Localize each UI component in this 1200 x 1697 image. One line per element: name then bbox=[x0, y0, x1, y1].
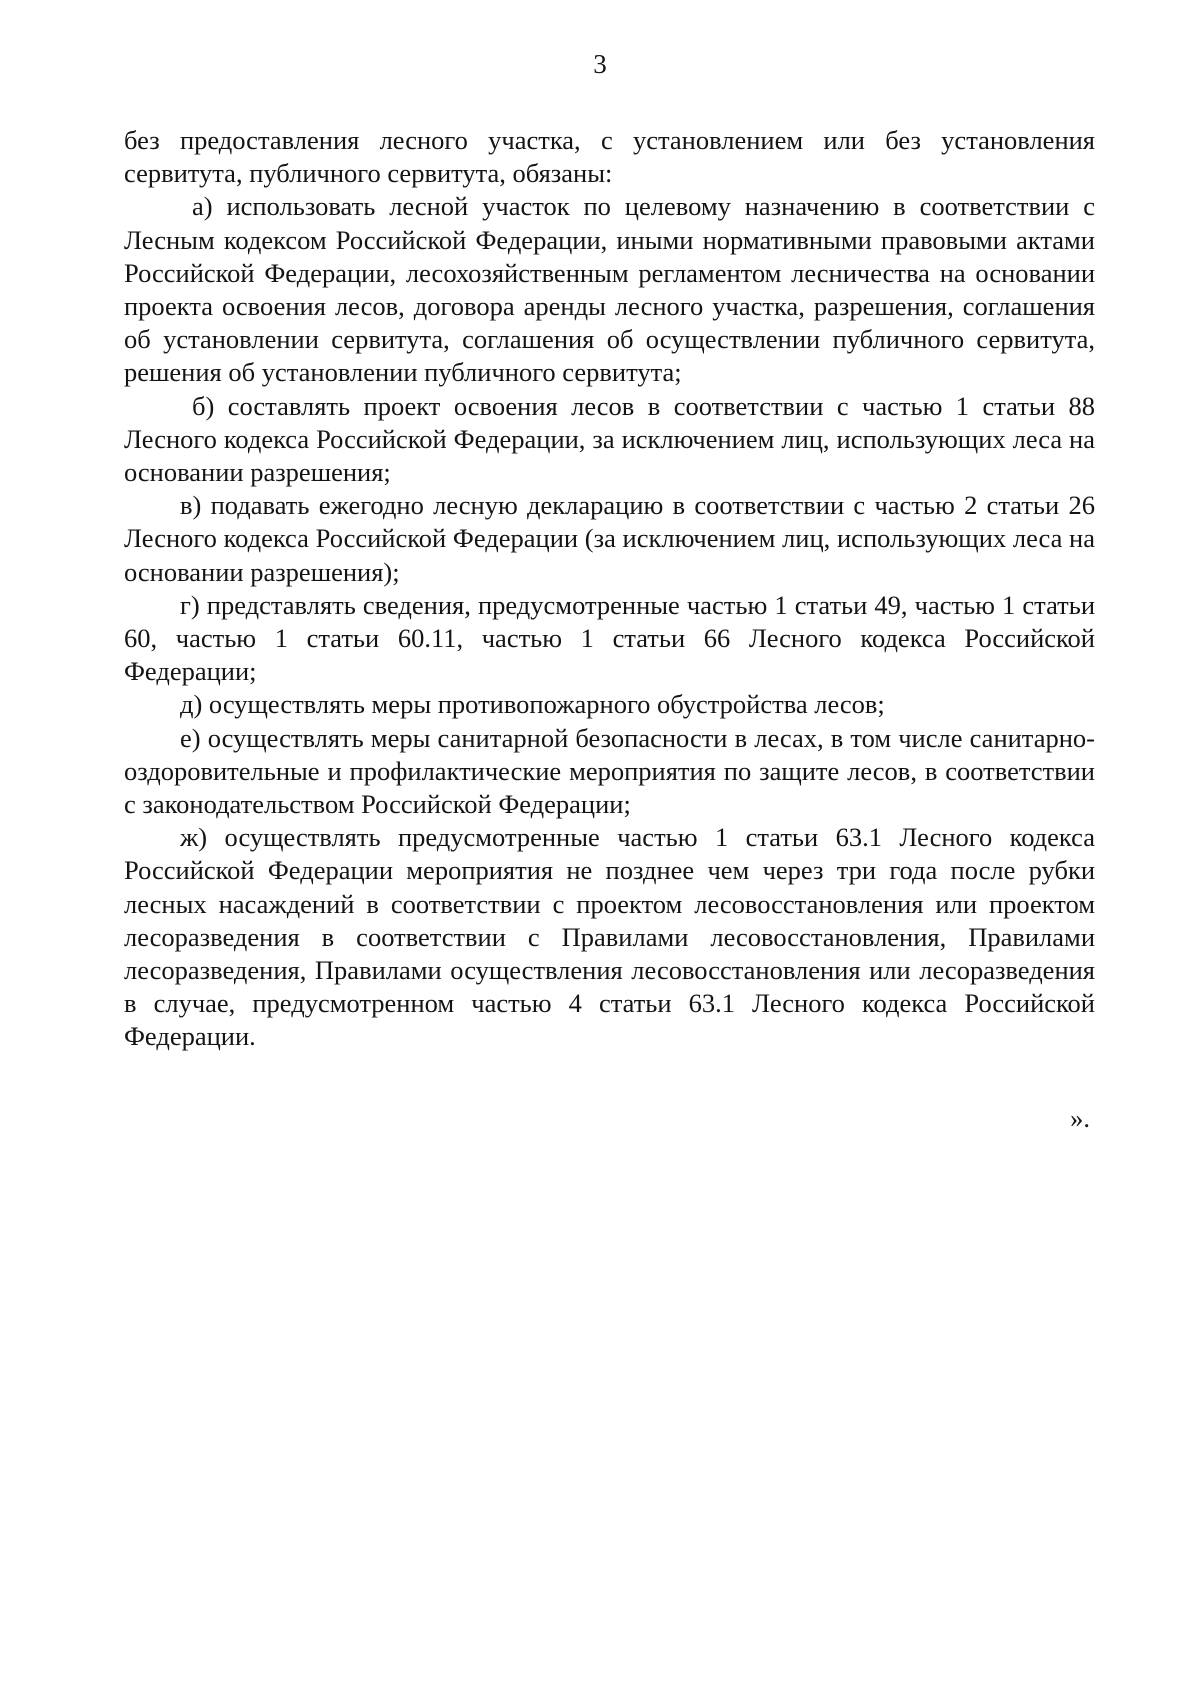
page-number: 3 bbox=[593, 49, 607, 79]
closing-quote: ». bbox=[1070, 1103, 1090, 1133]
document-body bbox=[124, 124, 1095, 1054]
paragraph-intro: без предоставления лесного участка, с установлением или без установления сервитута, публичного сервитута, обязаны: bbox=[124, 125, 1095, 189]
paragraph-item-v: в) подавать ежегодно лесную декларацию в соответствии с частью 2 статьи 26 Лесного кодекса Российской Федерации (за исключением лиц, использующих леса на основании разрешения); bbox=[124, 490, 1095, 587]
paragraph-item-b: б) составлять проект освоения лесов в соответствии с частью 1 статьи 88 Лесного кодекса Российской Федерации, за исключением лиц, использующих леса на основании разрешения; bbox=[124, 390, 1095, 488]
paragraph-item-d: д) осуществлять меры противопожарного обустройства лесов; bbox=[180, 689, 885, 720]
paragraph-item-g: г) представлять сведения, предусмотренные частью 1 статьи 49, частью 1 статьи 60, частью 1 статьи 60.11, частью 1 статьи 66 Лесного кодекса Российской Федерации; bbox=[124, 589, 1095, 687]
paragraph-item-e: е) осуществлять меры санитарной безопасности в лесах, в том числе санитарно-оздоровительные и профилактические мероприятия по защите лесов, в соответствии с законодательством Российской Федерации; bbox=[124, 722, 1095, 820]
paragraph-item-a: а) использовать лесной участок по целевому назначению в соответствии с Лесным кодексом Российской Федерации, иными нормативными правовыми актами Российской Федерации, лесохозяйственным регламентом лесничества на основании проекта освоения лесов, договора аренды лесного участка, разрешения, соглашения об установлении сервитута, соглашения об осуществлении публичного сервитута, решения об установлении публичного сервитута; bbox=[124, 191, 1095, 388]
paragraph-item-zh: ж) осуществлять предусмотренные частью 1 статьи 63.1 Лесного кодекса Российской Федерации мероприятия не позднее чем через три года после рубки лесных насаждений в соответствии с проектом лесовосстановления или проектом лесоразведения в соответствии с Правилами лесовосстановления, Правилами лесоразведения, Правилами осуществления лесовосстановления или лесоразведения в случае, предусмотренном частью 4 статьи 63.1 Лесного кодекса Российской Федерации. bbox=[124, 822, 1095, 1052]
